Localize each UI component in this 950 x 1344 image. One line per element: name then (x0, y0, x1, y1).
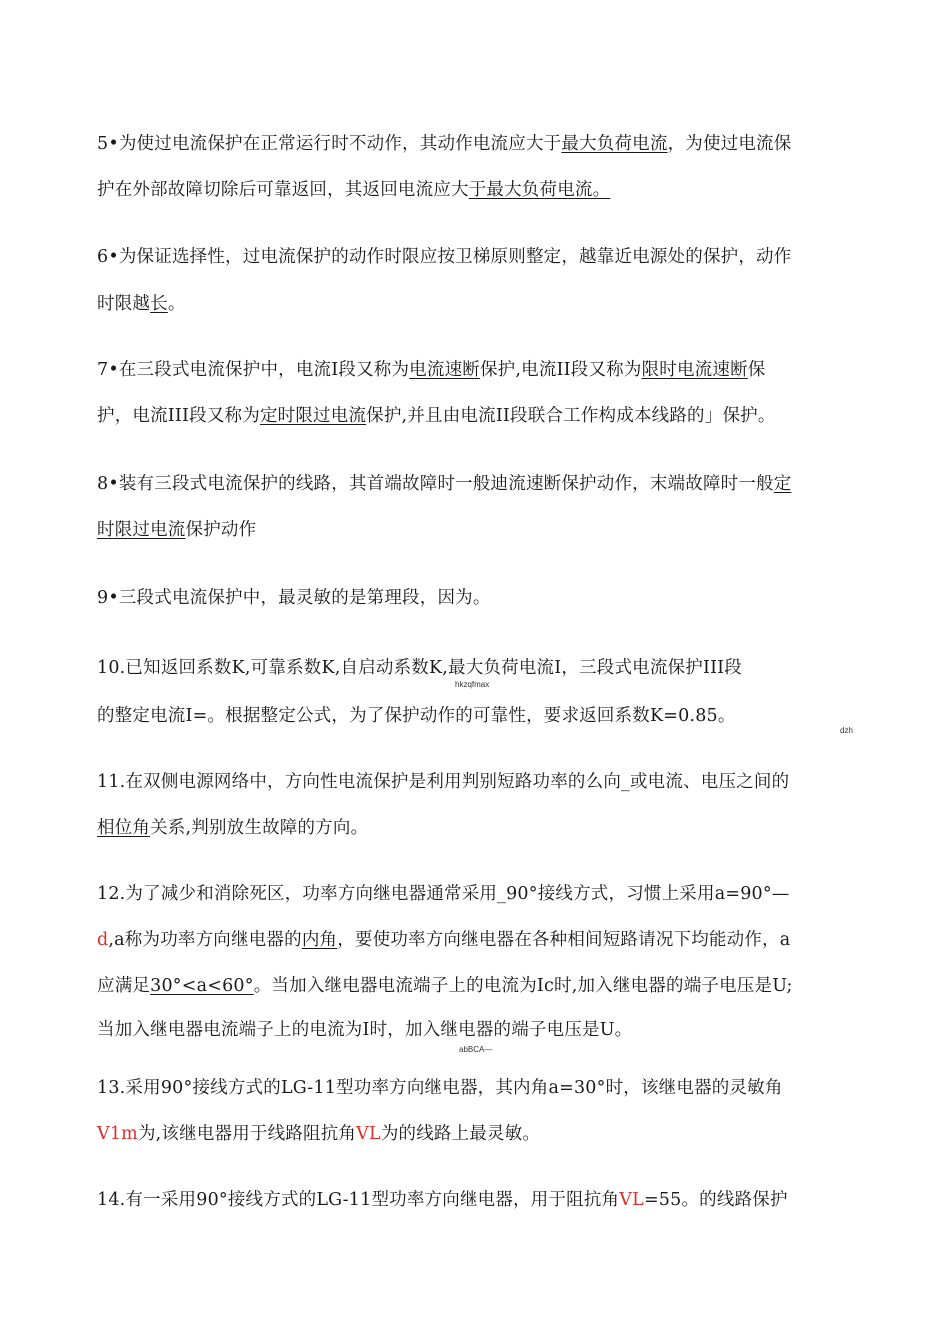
item-10-line-2: 的整定电流I=。根据整定公式，为了保护动作的可靠性，要求返回系数K=0.85。 (97, 706, 736, 726)
answer-blank: 限时电流速断 (641, 360, 748, 380)
item-6-line-2 (97, 292, 186, 316)
text: ，为使过电流保 (667, 134, 792, 154)
answer-blank: 长 (150, 294, 168, 314)
text: 应满足 (97, 976, 151, 996)
text: 护在外部故障切除后可靠返回，其返回电流应大 (97, 180, 469, 200)
answer-blank: 时限过电流 (97, 520, 186, 540)
text: 为的线路上最灵敏。 (380, 1124, 541, 1144)
item-8-line-2 (97, 518, 256, 542)
item-12-line-1: 12.为了减少和消除死区，功率方向继电器通常采用_90°接线方式，习惯上采用a=90°— (97, 884, 790, 904)
text: 关系,判别放生故障的方向。 (150, 818, 369, 838)
text: 。当加入继电器电流端子上的电流为Ic时,加入继电器的端子电压是U; (253, 976, 793, 996)
item-12-line-4: 当加入继电器电流端子上的电流为I时，加入继电器的端子电压是U。 (97, 1020, 633, 1040)
answer-blank: 30°<a<60° (150, 976, 254, 996)
item-5-line-2 (97, 178, 610, 202)
item-8-line-1 (97, 472, 791, 496)
answer-blank: 内角 (301, 930, 338, 950)
symbol: d (97, 930, 109, 950)
text: 14.有一采用90°接线方式的LG-11型功率方向继电器，用于阻抗角 (97, 1190, 620, 1210)
text: 保护,电流II段又称为 (479, 360, 642, 380)
item-10-line-1: 10.已知返回系数K,可靠系数K,自启动系数K,最大负荷电流I，三段式电流保护III段 (97, 658, 742, 678)
item-14-line-1 (97, 1188, 788, 1212)
text: 保 (747, 360, 766, 380)
symbol: VL (619, 1190, 644, 1210)
text: 为,该继电器用于线路阻抗角 (137, 1124, 357, 1144)
symbol: V1m (97, 1124, 138, 1144)
item-12-line-3 (97, 974, 793, 998)
text: 保护,并且由电流II段联合工作构成本线路的」保护。 (366, 406, 776, 426)
text: 5•为使过电流保护在正常运行时不动作，其动作电流应大于 (97, 134, 562, 154)
item-11-line-1: 11.在双侧电源网络中，方向性电流保护是利用判别短路功率的么向_或电流、电压之间的 (97, 772, 790, 792)
item-13-line-2 (97, 1122, 540, 1146)
subscript-label: abBCA— (459, 1045, 493, 1054)
item-13-line-1: 13.采用90°接线方式的LG-11型功率方向继电器，其内角a=30°时，该继电器的灵敏角 (97, 1078, 783, 1098)
item-5-line-1 (97, 132, 791, 156)
text: 护，电流III段又称为 (97, 406, 260, 426)
text: 保护动作 (185, 520, 257, 540)
subscript-label: hkzqfmax (455, 680, 490, 689)
text: 8•装有三段式电流保护的线路，其首端故障时一般迪流速断保护动作，末端故障时一般 (97, 474, 774, 494)
answer-blank: 定时限过电流 (259, 406, 367, 426)
text: ，要使功率方向继电器在各种相间短路请况下均能动作，a (337, 930, 791, 950)
symbol: VL (356, 1124, 381, 1144)
item-9-line-1: 9•三段式电流保护中，最灵敏的是第理段，因为。 (97, 588, 491, 608)
text: 时限越 (97, 294, 151, 314)
text: 。 (167, 294, 186, 314)
text: =55。的线路保护 (643, 1190, 788, 1210)
answer-blank: 最大负荷电流 (561, 134, 668, 154)
item-12-line-2 (97, 928, 790, 952)
answer-blank: 于最大负荷电流。 (468, 180, 611, 200)
text: ,a称为功率方向继电器的 (108, 930, 302, 950)
answer-blank: 电流速断 (409, 360, 480, 380)
subscript-label: dzh (840, 726, 853, 735)
answer-blank: 相位角 (97, 818, 151, 838)
item-11-line-2 (97, 816, 368, 840)
item-7-line-2 (97, 404, 776, 428)
item-6-line-1: 6•为保证选择性，过电流保护的动作时限应按卫梯原则整定，越靠近电源处的保护，动作 (97, 247, 792, 267)
text: 7•在三段式电流保护中，电流Ⅰ段又称为 (97, 360, 410, 380)
item-7-line-1 (97, 358, 765, 382)
answer-blank: 定 (773, 474, 792, 494)
